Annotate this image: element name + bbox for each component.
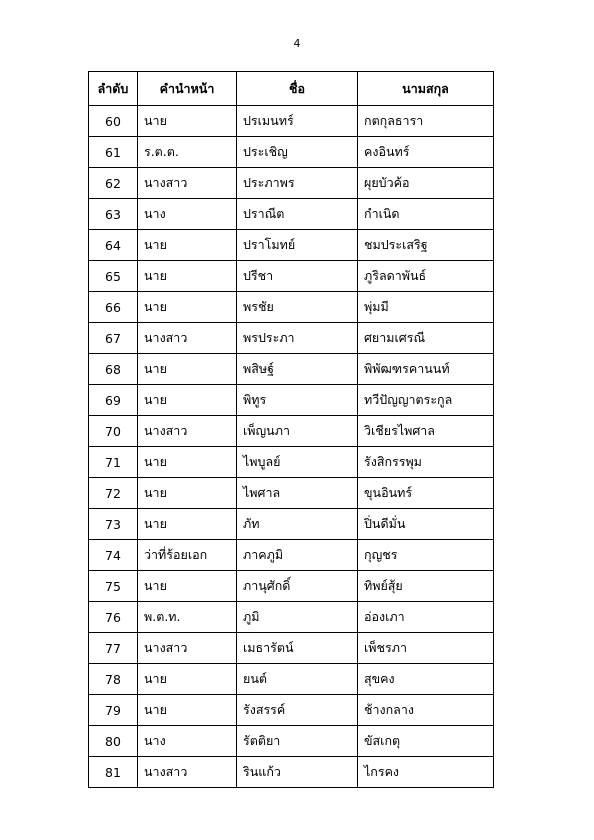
cell-first-name: พิทูร: [237, 385, 358, 416]
cell-number: 81: [89, 757, 138, 788]
cell-number: 75: [89, 571, 138, 602]
table-row: [89, 540, 494, 571]
cell-number: 70: [89, 416, 138, 447]
cell-number: 68: [89, 354, 138, 385]
cell-surname: เพ็ชรภา: [358, 633, 494, 664]
table-row: [89, 571, 494, 602]
column-header-title: คำนำหน้า: [138, 72, 237, 106]
cell-surname: ทิพย์สุ้ย: [358, 571, 494, 602]
table-row: [89, 354, 494, 385]
cell-first-name: รินแก้ว: [237, 757, 358, 788]
cell-surname: พิพัฒฑรคานนท์: [358, 354, 494, 385]
cell-surname: สุขคง: [358, 664, 494, 695]
cell-surname: กำเนิด: [358, 199, 494, 230]
cell-number: 66: [89, 292, 138, 323]
cell-first-name: ภาคภูมิ: [237, 540, 358, 571]
cell-title: นาย: [138, 664, 237, 695]
cell-first-name: ปรเมนทร์: [237, 106, 358, 137]
table-row: [89, 385, 494, 416]
cell-surname: ผุยบัวค้อ: [358, 168, 494, 199]
cell-first-name: ยนต์: [237, 664, 358, 695]
table-row: [89, 230, 494, 261]
table-row: [89, 509, 494, 540]
cell-first-name: ปรีชา: [237, 261, 358, 292]
cell-number: 63: [89, 199, 138, 230]
table-row: [89, 106, 494, 137]
cell-title: นางสาว: [138, 323, 237, 354]
cell-surname: รังสิกรรพุม: [358, 447, 494, 478]
table-row: [89, 757, 494, 788]
cell-surname: ทวีปัญญาตระกูล: [358, 385, 494, 416]
page-number: 4: [293, 37, 301, 50]
cell-title: นาง: [138, 726, 237, 757]
cell-number: 74: [89, 540, 138, 571]
cell-surname: พุ่มมี: [358, 292, 494, 323]
cell-number: 67: [89, 323, 138, 354]
table-row: [89, 199, 494, 230]
cell-surname: ไกรคง: [358, 757, 494, 788]
cell-number: 76: [89, 602, 138, 633]
cell-first-name: ไพศาล: [237, 478, 358, 509]
cell-first-name: ไพบูลย์: [237, 447, 358, 478]
table-row: [89, 633, 494, 664]
cell-first-name: รังสรรค์: [237, 695, 358, 726]
cell-surname: วิเชียรไพศาล: [358, 416, 494, 447]
cell-title: นาย: [138, 354, 237, 385]
table-row: [89, 137, 494, 168]
cell-title: นางสาว: [138, 633, 237, 664]
cell-title: นาย: [138, 478, 237, 509]
cell-number: 72: [89, 478, 138, 509]
cell-title: นาย: [138, 106, 237, 137]
cell-title: นางสาว: [138, 168, 237, 199]
cell-title: นาย: [138, 385, 237, 416]
cell-first-name: ประเชิญ: [237, 137, 358, 168]
cell-first-name: พรชัย: [237, 292, 358, 323]
cell-first-name: ภูมิ: [237, 602, 358, 633]
cell-number: 61: [89, 137, 138, 168]
cell-surname: กุญชร: [358, 540, 494, 571]
table-row: [89, 602, 494, 633]
cell-number: 80: [89, 726, 138, 757]
cell-title: ร.ต.ต.: [138, 137, 237, 168]
table-row: [89, 695, 494, 726]
cell-number: 62: [89, 168, 138, 199]
cell-first-name: ประภาพร: [237, 168, 358, 199]
cell-first-name: พรประภา: [237, 323, 358, 354]
cell-number: 69: [89, 385, 138, 416]
cell-number: 79: [89, 695, 138, 726]
cell-surname: ปิ่นดีมั่น: [358, 509, 494, 540]
table-row: [89, 168, 494, 199]
cell-number: 64: [89, 230, 138, 261]
table-row: [89, 478, 494, 509]
cell-number: 71: [89, 447, 138, 478]
table-body: [89, 106, 494, 788]
cell-title: นาย: [138, 261, 237, 292]
cell-surname: ภูริลดาพันธ์: [358, 261, 494, 292]
cell-title: นาย: [138, 695, 237, 726]
cell-surname: ขุนอินทร์: [358, 478, 494, 509]
table-row: [89, 261, 494, 292]
roster-table: [88, 71, 494, 788]
cell-surname: คงอินทร์: [358, 137, 494, 168]
cell-first-name: เพ็ญนภา: [237, 416, 358, 447]
cell-number: 78: [89, 664, 138, 695]
cell-number: 65: [89, 261, 138, 292]
cell-number: 77: [89, 633, 138, 664]
table-row: [89, 664, 494, 695]
cell-number: 73: [89, 509, 138, 540]
cell-surname: กตกุลธารา: [358, 106, 494, 137]
cell-title: นาย: [138, 509, 237, 540]
cell-surname: ชมประเสริฐ: [358, 230, 494, 261]
column-header-surname: นามสกุล: [358, 72, 494, 106]
cell-first-name: พสิษฐ์: [237, 354, 358, 385]
cell-first-name: รัตติยา: [237, 726, 358, 757]
table-row: [89, 726, 494, 757]
cell-first-name: ภัท: [237, 509, 358, 540]
table-header-row: [89, 72, 494, 106]
column-header-name: ชื่อ: [237, 72, 358, 106]
cell-title: นาย: [138, 230, 237, 261]
table-row: [89, 323, 494, 354]
cell-title: นางสาว: [138, 757, 237, 788]
cell-first-name: ปราโมทย์: [237, 230, 358, 261]
table-row: [89, 447, 494, 478]
column-header-no: ลำดับ: [89, 72, 138, 106]
cell-surname: ขัสเกตุ: [358, 726, 494, 757]
cell-surname: ศยามเศรณี: [358, 323, 494, 354]
cell-first-name: ภานุศักดิ์: [237, 571, 358, 602]
cell-number: 60: [89, 106, 138, 137]
cell-first-name: เมธารัตน์: [237, 633, 358, 664]
cell-first-name: ปราณีต: [237, 199, 358, 230]
cell-title: ว่าที่ร้อยเอก: [138, 540, 237, 571]
cell-title: พ.ต.ท.: [138, 602, 237, 633]
cell-title: นางสาว: [138, 416, 237, 447]
cell-surname: ช้างกลาง: [358, 695, 494, 726]
cell-surname: อ่องเภา: [358, 602, 494, 633]
cell-title: นาย: [138, 571, 237, 602]
cell-title: นาย: [138, 447, 237, 478]
cell-title: นาย: [138, 292, 237, 323]
table-row: [89, 292, 494, 323]
cell-title: นาง: [138, 199, 237, 230]
table-row: [89, 416, 494, 447]
